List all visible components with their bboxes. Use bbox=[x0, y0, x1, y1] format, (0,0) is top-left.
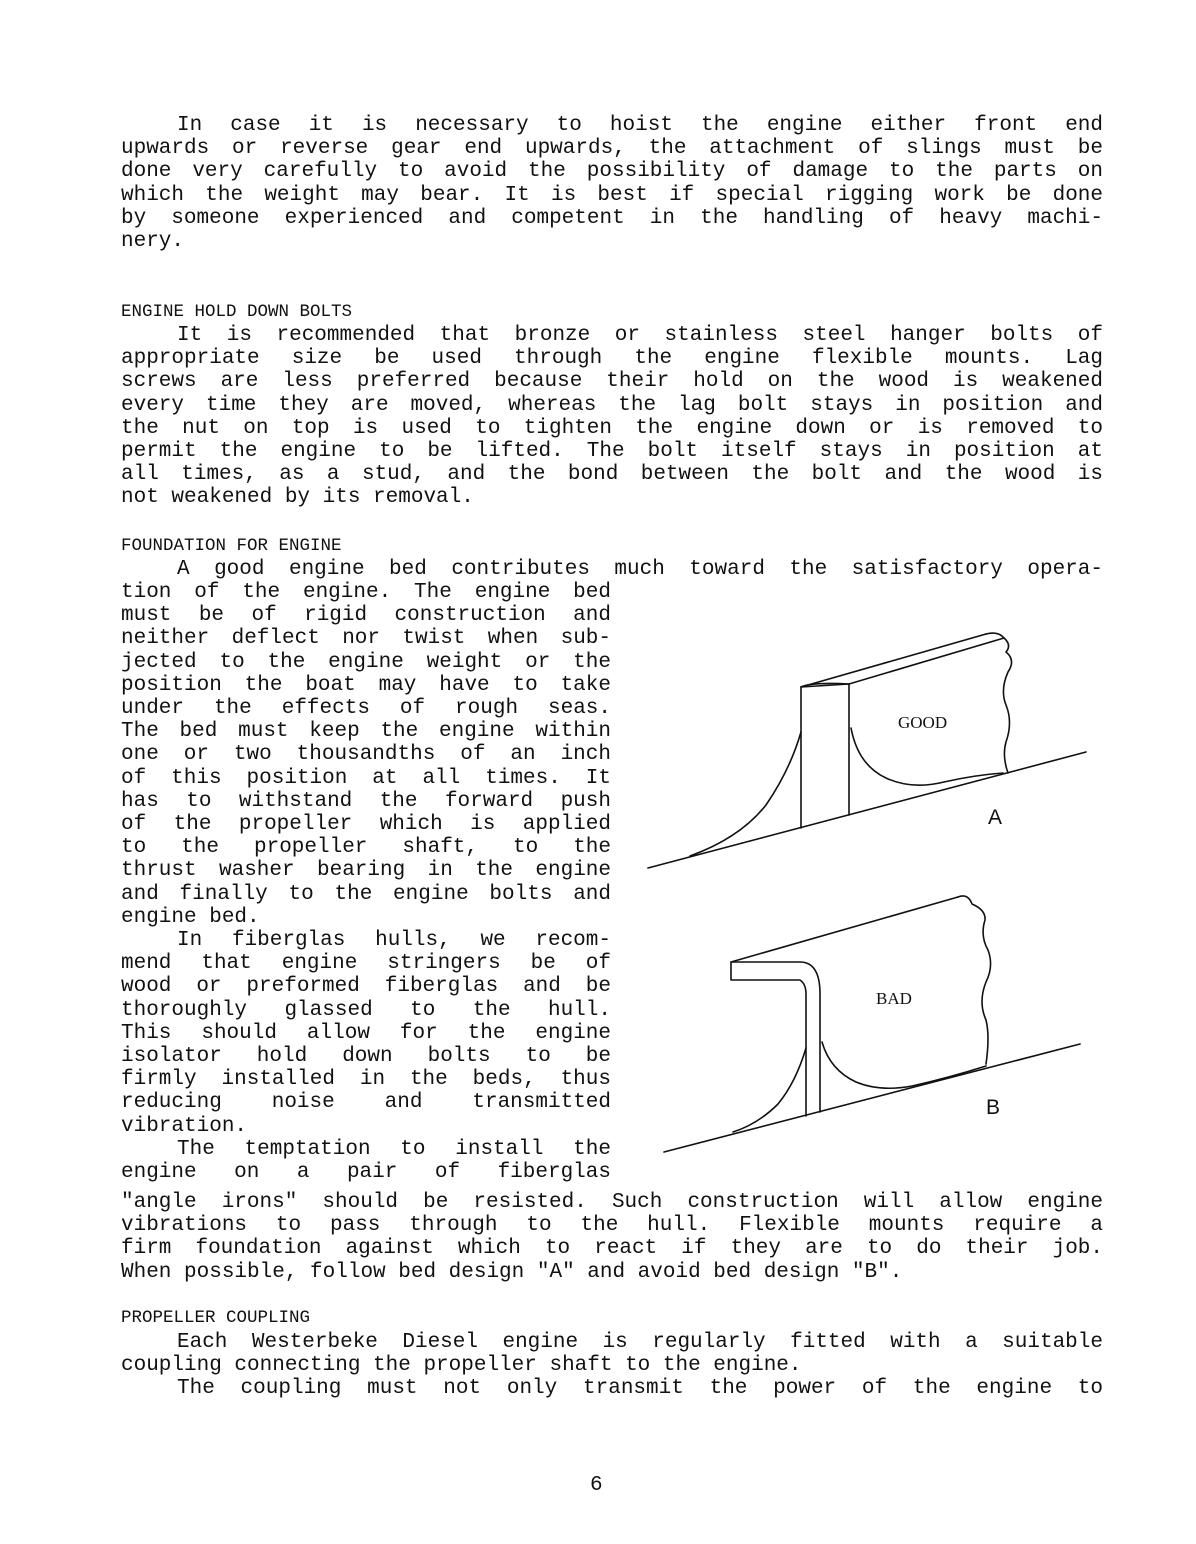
cut-edge-a bbox=[986, 633, 1012, 773]
text-line: vibrations to pass through to the hull. Flexible mounts require a bbox=[121, 1214, 1103, 1238]
text-line: under the effects of rough seas. bbox=[121, 697, 611, 721]
cut-edge-b bbox=[958, 896, 991, 1064]
text-line: "angle irons" should be resisted. Such construction will allow engine bbox=[121, 1191, 1103, 1214]
text-line: This should allow for the engine bbox=[121, 1021, 611, 1045]
coupling-paragraph bbox=[121, 1331, 1103, 1401]
section-heading-hold-down-bolts: ENGINE HOLD DOWN BOLTS bbox=[121, 302, 353, 322]
section-heading-propeller-coupling: PROPELLER COUPLING bbox=[121, 1308, 311, 1328]
b-label: B bbox=[986, 1096, 1001, 1119]
fillet-left-a bbox=[690, 732, 801, 856]
text-line: all times, as a stud, and the bond between the bolt and the wood is bbox=[121, 463, 1103, 487]
text-line: engine on a pair of fiberglas bbox=[121, 1161, 611, 1185]
text-line: In case it is necessary to hoist the engine either front end bbox=[177, 114, 1103, 137]
text-line: one or two thousandths of an inch bbox=[121, 743, 611, 767]
text-line: thrust washer bearing in the engine bbox=[121, 859, 611, 883]
text-line: neither deflect nor twist when sub- bbox=[121, 627, 611, 651]
text-line: position the boat may have to take bbox=[121, 673, 611, 697]
text-line: In fiberglas hulls, we recom- bbox=[177, 929, 611, 953]
angle-iron-b bbox=[731, 962, 820, 1116]
text-line: It is recommended that bronze or stainless steel hanger bolts of bbox=[177, 324, 1103, 347]
text-line: the nut on top is used to tighten the engine down or is removed to bbox=[121, 416, 1103, 440]
text-line: engine bed. bbox=[121, 905, 260, 929]
text-line: permit the engine to be lifted. The bolt itself stays in position at bbox=[121, 440, 1103, 464]
text-line: Each Westerbeke Diesel engine is regularly fitted with a suitable bbox=[177, 1331, 1103, 1354]
stringer-a bbox=[801, 684, 849, 828]
fillet-right-a bbox=[851, 728, 1003, 785]
text-line: by someone experienced and competent in the handling of heavy machi- bbox=[121, 206, 1103, 230]
text-line: The temptation to install the bbox=[177, 1137, 611, 1161]
page-number: 6 bbox=[590, 1474, 603, 1497]
section-heading-foundation: FOUNDATION FOR ENGINE bbox=[121, 536, 342, 556]
text-line: must be of rigid construction and bbox=[121, 604, 611, 628]
stringer-top-a bbox=[801, 638, 1004, 687]
text-line: thoroughly glassed to the hull. bbox=[121, 998, 611, 1022]
bad-label: BAD bbox=[876, 989, 912, 1008]
text-line: reducing noise and transmitted bbox=[121, 1091, 611, 1115]
text-line: firmly installed in the beds, thus bbox=[121, 1068, 611, 1092]
good-label: GOOD bbox=[898, 713, 948, 732]
text-line: of this position at all times. It bbox=[121, 766, 611, 790]
text-line: not weakened by its removal. bbox=[121, 486, 474, 510]
text-line: mend that engine stringers be of bbox=[121, 952, 611, 976]
text-line: wood or preformed fiberglas and be bbox=[121, 975, 611, 999]
fillet-left-b bbox=[733, 1048, 806, 1132]
text-line: When possible, follow bed design "A" and avoid bed design "B". bbox=[121, 1260, 903, 1284]
text-line: firm foundation against which to react if they are to do their job. bbox=[121, 1237, 1103, 1261]
hull-line-b bbox=[664, 1044, 1080, 1152]
text-line: of the propeller which is applied bbox=[121, 813, 611, 837]
text-line: coupling connecting the propeller shaft to the engine. bbox=[121, 1354, 802, 1378]
fillet-right-b bbox=[822, 1042, 986, 1088]
a-label: A bbox=[988, 806, 1003, 829]
text-line: screws are less preferred because their hold on the wood is weakened bbox=[121, 370, 1103, 394]
text-line: vibration. bbox=[121, 1114, 248, 1138]
top-edge-b bbox=[731, 897, 958, 962]
figure-b-bad-bed bbox=[664, 896, 1080, 1152]
text-line: isolator hold down bolts to be bbox=[121, 1045, 611, 1069]
text-line: has to withstand the forward push bbox=[121, 789, 611, 813]
text-line: jected to the engine weight or the bbox=[121, 650, 611, 674]
top-edge-a bbox=[801, 634, 986, 687]
text-line: to the propeller shaft, to the bbox=[121, 836, 611, 860]
text-line: tion of the engine. The engine bed bbox=[121, 581, 611, 604]
text-line: done very carefully to avoid the possibility of damage to the parts on bbox=[121, 160, 1103, 184]
text-line: The bed must keep the engine within bbox=[121, 720, 611, 744]
text-line: A good engine bed contributes much toward the satisfactory opera- bbox=[177, 558, 1103, 581]
text-line: The coupling must not only transmit the power of the engine to bbox=[177, 1377, 1103, 1401]
text-line: which the weight may bear. It is best if special rigging work be done bbox=[121, 183, 1103, 207]
text-line: appropriate size be used through the engine flexible mounts. Lag bbox=[121, 347, 1103, 371]
text-line: and finally to the engine bolts and bbox=[121, 882, 611, 906]
text-line: every time they are moved, whereas the lag bolt stays in position and bbox=[121, 393, 1103, 417]
figure-a-good-bed bbox=[648, 633, 1086, 868]
text-line: nery. bbox=[121, 230, 185, 254]
text-line: upwards or reverse gear end upwards, the attachment of slings must be bbox=[121, 137, 1103, 161]
hull-line-a bbox=[648, 752, 1086, 868]
